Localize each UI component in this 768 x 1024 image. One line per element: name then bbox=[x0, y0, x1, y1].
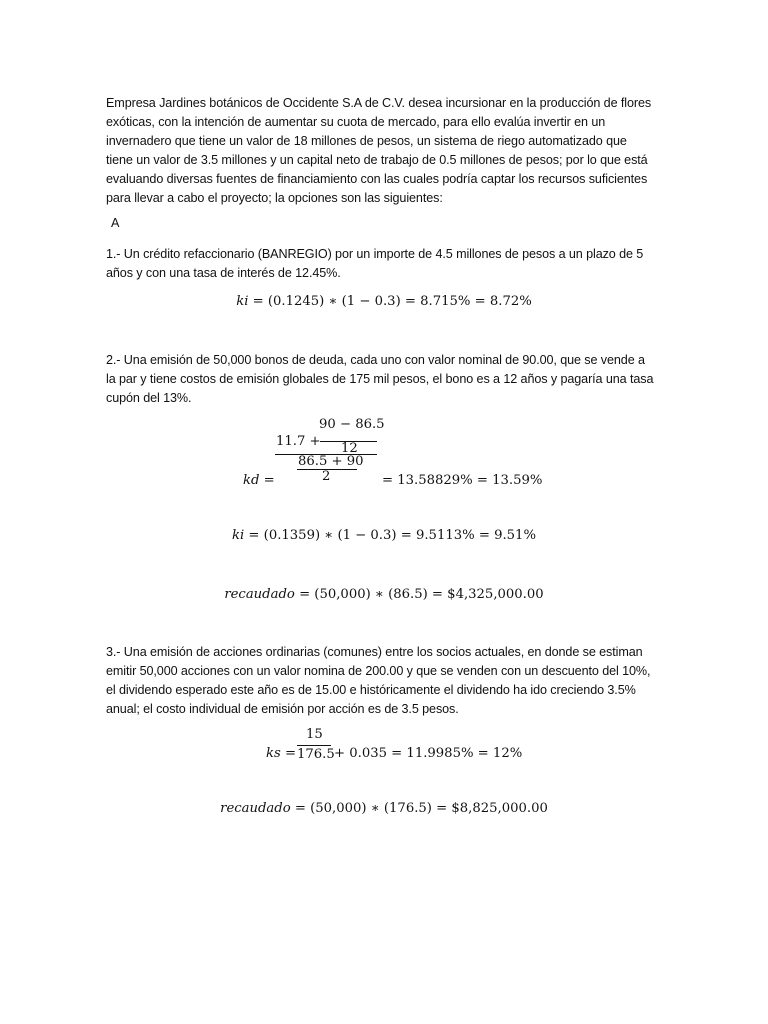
option1-line: 1.- Un crédito refaccionario (BANREGIO) por un importe de 4.5 millones de pesos a un plazo de 5 bbox=[106, 247, 644, 261]
kd-denominator-denominator: 2 bbox=[322, 469, 331, 484]
intro-line: evaluando diversas fuentes de financiamiento con las cuales podría captar los recursos suficientes bbox=[106, 172, 648, 186]
option3-paragraph bbox=[106, 643, 666, 719]
ks-fraction-bar bbox=[297, 745, 331, 746]
ks-rest: + 0.035 = 11.9985% = 12% bbox=[334, 746, 523, 761]
recaudado-expression: = (50,000) ∗ (176.5) = $8,825,000.00 bbox=[290, 801, 548, 816]
option2-paragraph bbox=[106, 351, 666, 408]
ki-variable: ki bbox=[236, 294, 249, 309]
kd-result: = 13.58829% = 13.59% bbox=[382, 473, 543, 488]
ks-variable: ks bbox=[266, 746, 281, 761]
ki-variable: ki bbox=[232, 528, 245, 543]
section-marker: A bbox=[111, 216, 120, 230]
ki-expression: = (0.1245) ∗ (1 − 0.3) = 8.715% = 8.72% bbox=[248, 294, 532, 309]
option3-line: el dividendo esperado este año es de 15.00 e históricamente el dividendo ha ido creciendo 3.5% bbox=[106, 683, 636, 697]
option3-recaudado-equation bbox=[0, 801, 768, 816]
recaudado-expression: = (50,000) ∗ (86.5) = $4,325,000.00 bbox=[294, 587, 544, 602]
kd-inner-denominator: 12 bbox=[341, 441, 358, 456]
option2-ki-equation bbox=[0, 528, 768, 543]
option1-line: años y con una tasa de interés de 12.45%. bbox=[106, 266, 341, 280]
kd-equals: = bbox=[259, 473, 275, 488]
option1-paragraph bbox=[106, 245, 666, 283]
ks-denominator: 176.5 bbox=[297, 747, 335, 762]
intro-line: para llevar a cabo el proyecto; la opciones son las siguientes: bbox=[106, 191, 443, 205]
intro-paragraph bbox=[106, 94, 666, 208]
option2-recaudado-equation bbox=[0, 587, 768, 602]
option2-line: 2.- Una emisión de 50,000 bonos de deuda, cada uno con valor nominal de 90.00, que se vende a bbox=[106, 353, 645, 367]
intro-line: invernadero que tiene un valor de 18 millones de pesos, un sistema de riego automatizado que bbox=[106, 134, 627, 148]
option1-ki-equation bbox=[0, 294, 768, 309]
kd-denominator-numerator: 86.5 + 90 bbox=[298, 454, 364, 469]
ks-numerator: 15 bbox=[306, 727, 323, 742]
ks-equals: = bbox=[280, 746, 297, 761]
option2-line: la par y tiene costos de emisión globales de 175 mil pesos, el bono es a 12 años y pagaría una tasa bbox=[106, 372, 654, 386]
option3-line: emitir 50,000 acciones con un valor nomina de 200.00 y que se venden con un descuento del 10%, bbox=[106, 664, 651, 678]
kd-numerator-lead: 11.7 + bbox=[276, 434, 321, 449]
option2-line: cupón del 13%. bbox=[106, 391, 192, 405]
recaudado-variable: recaudado bbox=[224, 587, 295, 602]
option3-line: anual; el costo individual de emisión por acción es de 3.5 pesos. bbox=[106, 702, 459, 716]
ks-label bbox=[266, 746, 296, 761]
kd-label bbox=[243, 473, 275, 488]
kd-inner-numerator: 90 − 86.5 bbox=[319, 417, 385, 432]
recaudado-variable: recaudado bbox=[220, 801, 291, 816]
intro-line: Empresa Jardines botánicos de Occidente S.A de C.V. desea incursionar en la producción de flores bbox=[106, 96, 652, 110]
intro-line: tiene un valor de 3.5 millones y un capital neto de trabajo de 0.5 millones de pesos; por lo que está bbox=[106, 153, 648, 167]
ki-expression: = (0.1359) ∗ (1 − 0.3) = 9.5113% = 9.51% bbox=[244, 528, 536, 543]
option3-line: 3.- Una emisión de acciones ordinarias (comunes) entre los socios actuales, en donde se estiman bbox=[106, 645, 643, 659]
intro-line: exóticas, con la intención de aumentar su cuota de mercado, para ello evalúa invertir en un bbox=[106, 115, 606, 129]
kd-variable: kd bbox=[243, 473, 260, 488]
